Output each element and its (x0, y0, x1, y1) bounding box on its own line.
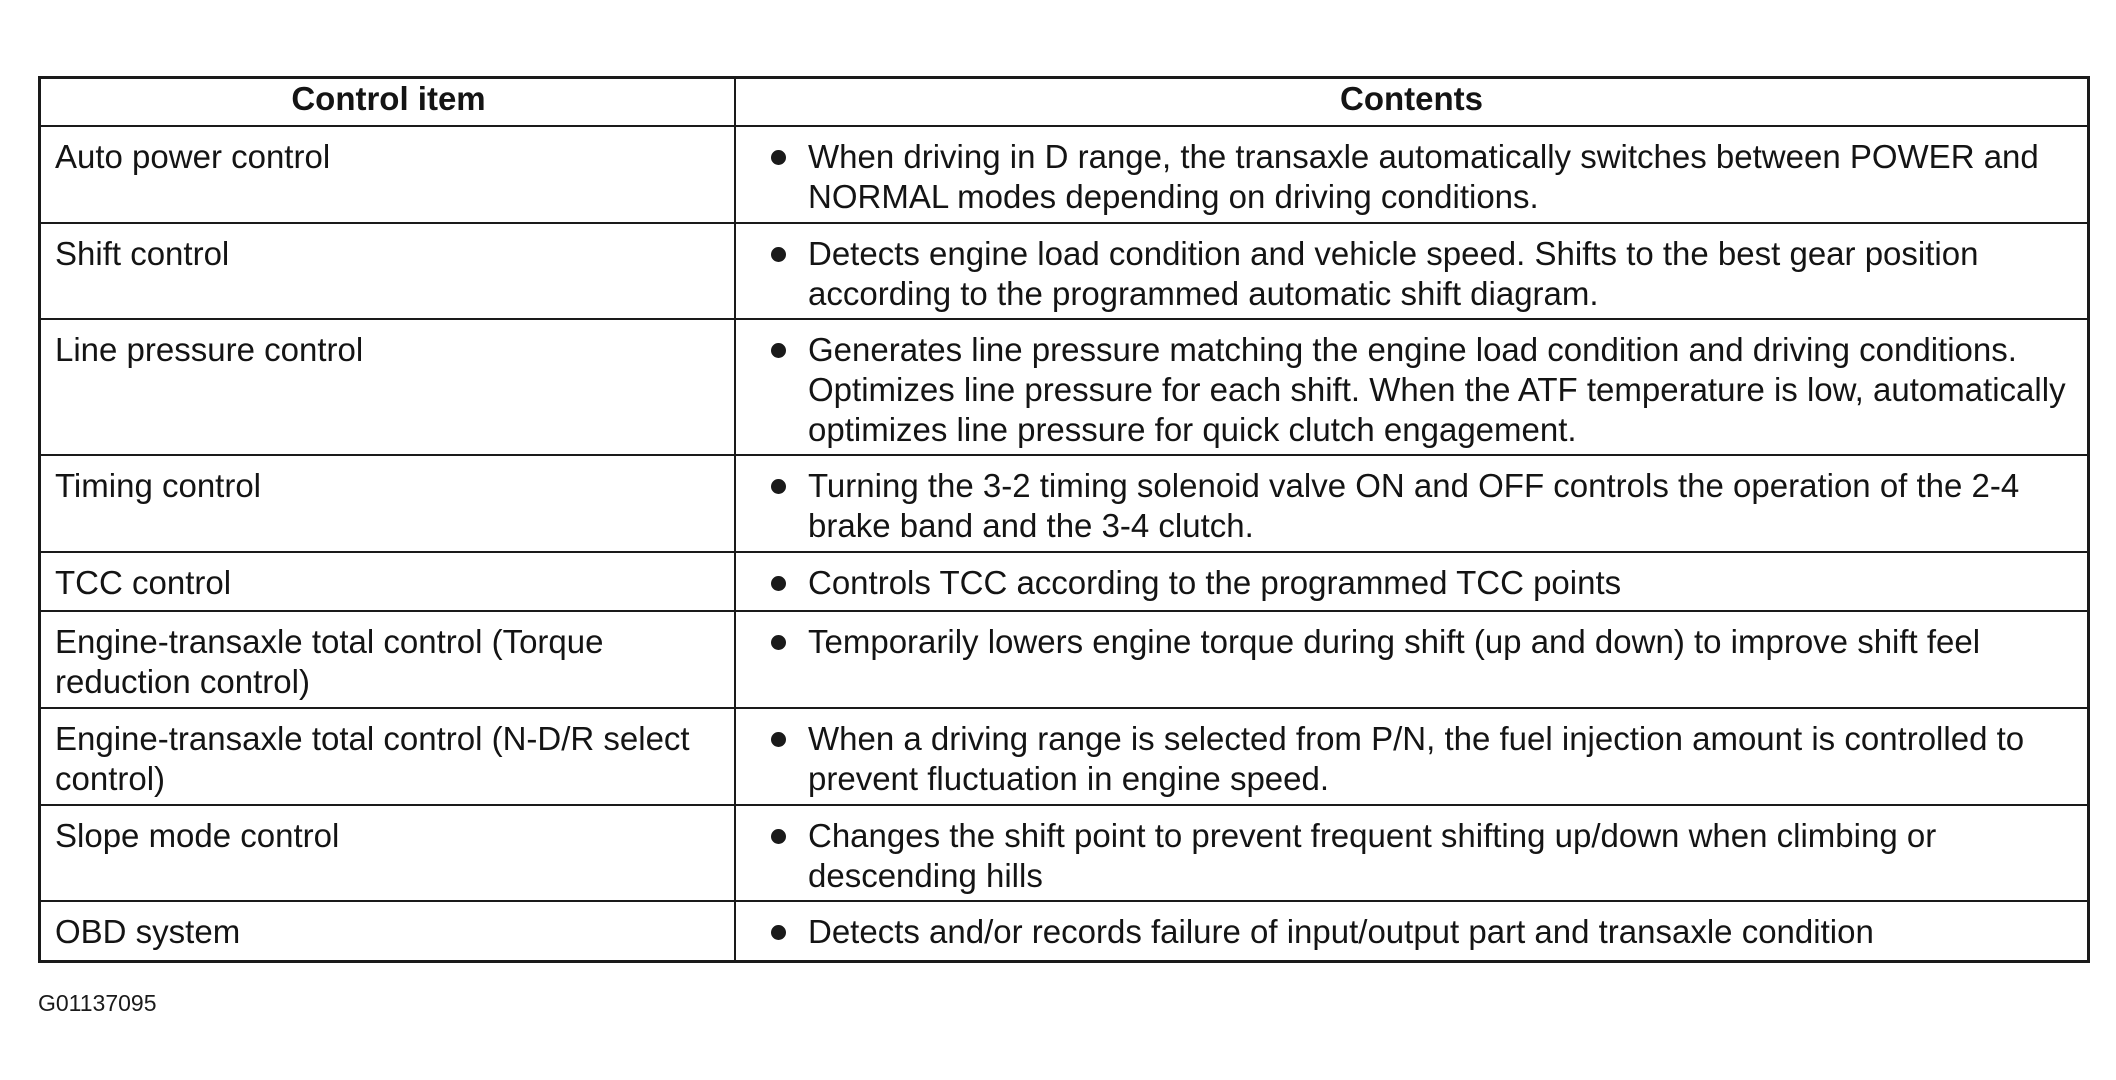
table-row (41, 806, 2087, 902)
table-row (41, 320, 2087, 456)
control-item-cell: TCC control (41, 553, 736, 610)
contents-text: Detects and/or records failure of input/output part and transaxle condition (808, 913, 1874, 950)
contents-text: Turning the 3-2 timing solenoid valve ON and OFF controls the operation of the 2-4 brake band and the 3-4 clutch. (808, 467, 2020, 544)
table-row (41, 127, 2087, 224)
table-row (41, 902, 2087, 960)
table-row (41, 709, 2087, 806)
contents-text: Temporarily lowers engine torque during shift (up and down) to improve shift feel (808, 623, 1981, 660)
contents-cell (736, 709, 2087, 804)
header-control-item: Control item (41, 79, 736, 125)
control-item-cell: Line pressure control (41, 320, 736, 454)
table-row (41, 456, 2087, 553)
contents-cell (736, 806, 2087, 900)
contents-text: When a driving range is selected from P/N, the fuel injection amount is controlled to prevent fluctuation in engine speed. (808, 720, 2025, 797)
control-item-cell: Auto power control (41, 127, 736, 222)
table-row (41, 224, 2087, 320)
figure-id: G01137095 (38, 990, 157, 1016)
bullet-icon (756, 622, 800, 707)
contents-text: When driving in D range, the transaxle automatically switches between POWER and NORMAL modes depending on driving conditions. (808, 138, 2039, 215)
bullet-icon (756, 466, 800, 551)
bullet-icon (756, 912, 800, 960)
contents-cell (736, 612, 2087, 707)
bullet-icon (756, 137, 800, 222)
bullet-icon (756, 563, 800, 610)
contents-cell (736, 127, 2087, 222)
bullet-icon (756, 234, 800, 318)
table-row (41, 553, 2087, 612)
control-item-cell: Slope mode control (41, 806, 736, 900)
table-header-row (41, 79, 2087, 127)
bullet-icon (756, 330, 800, 454)
control-item-cell: Engine-transaxle total control (N-D/R select control) (41, 709, 736, 804)
contents-text: Changes the shift point to prevent frequent shifting up/down when climbing or descending hills (808, 817, 1937, 894)
control-item-cell: Shift control (41, 224, 736, 318)
contents-cell (736, 553, 2087, 610)
control-item-cell: OBD system (41, 902, 736, 960)
control-items-table (38, 76, 2090, 963)
contents-text: Detects engine load condition and vehicle speed. Shifts to the best gear position according to the programmed automatic shift diagram. (808, 235, 1979, 312)
contents-cell (736, 320, 2087, 454)
contents-text: Controls TCC according to the programmed TCC points (808, 564, 1622, 601)
contents-cell (736, 456, 2087, 551)
bullet-icon (756, 816, 800, 900)
contents-cell (736, 224, 2087, 318)
table-row (41, 612, 2087, 709)
contents-cell (736, 902, 2087, 960)
header-contents: Contents (1340, 80, 1483, 117)
contents-text: Generates line pressure matching the engine load condition and driving conditions. Optimizes line pressure for each shift. When the ATF temperature is low, automatically optimizes line pressure for quick clutch engagement. (808, 331, 2066, 448)
control-item-cell: Engine-transaxle total control (Torque reduction control) (41, 612, 736, 707)
bullet-icon (756, 719, 800, 804)
control-item-cell: Timing control (41, 456, 736, 551)
